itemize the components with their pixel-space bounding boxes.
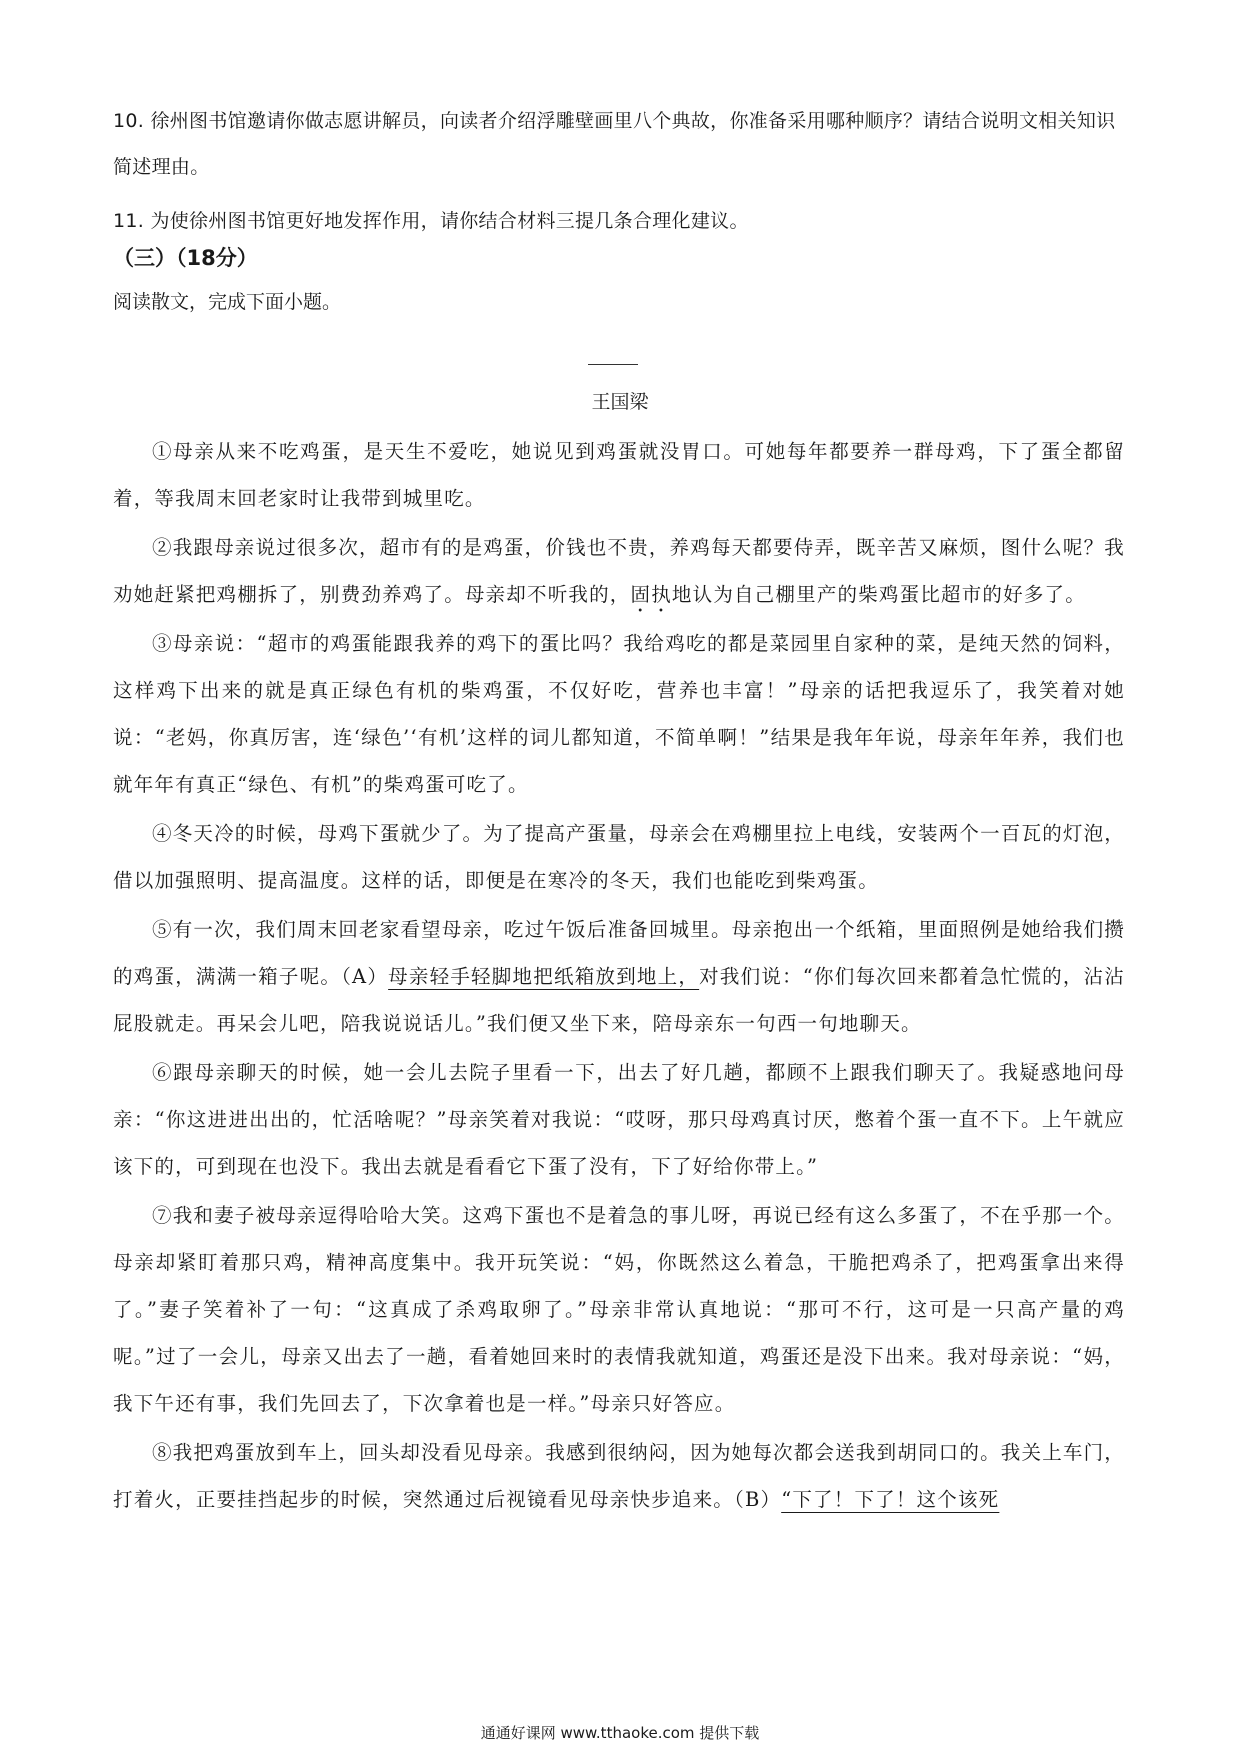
- question-10: 10. 徐州图书馆邀请你做志愿讲解员，向读者介绍浮雕壁画里八个典故，你准备采用哪种顺序？请结合说明文相关知识简述理由。: [113, 110, 1116, 178]
- section-instruction: 阅读散文，完成下面小题。: [113, 291, 342, 313]
- essay-author: 王国梁: [591, 391, 649, 413]
- paragraph-5-text-a: ⑤有一次，我们周末回老家看望母亲，吃过午饭后准备回城里。母亲抱出一个纸箱，里面照例是她给我们攒的鸡蛋，满满一箱子呢。（A）: [113, 918, 1125, 988]
- underlined-sentence-a: 母亲轻手轻脚地把纸箱放到地上，: [388, 965, 700, 988]
- paragraph-7: ⑦我和妻子被母亲逗得哈哈大笑。这鸡下蛋也不是着急的事儿呀，再说已经有这么多蛋了，不在乎那一个。母亲却紧盯着那只鸡，精神高度集中。我开玩笑说：“妈，你既然这么着急，干脆把鸡杀了，把鸡蛋拿出来得了。”妻子笑着补了一句：“这真成了杀鸡取卵了。”母亲非常认真地说：“那可不行，这可是一只高产量的鸡呢。”过了一会儿，母亲又出去了一趟，看着她回来时的表情我就知道，鸡蛋还是没下出来。我对母亲说：“妈，我下午还有事，我们先回去了，下次拿着也是一样。”母亲只好答应。: [113, 1204, 1125, 1415]
- paragraph-2-text-a: ②我跟母亲说过很多次，超市有的是鸡蛋，价钱也不贵，养鸡每天都要侍弄，既辛苦又麻烦，图什么呢？我劝她赶紧把鸡棚拆了，别费劲养鸡了。母亲却不听我的，: [113, 536, 1125, 606]
- section-heading: （三）（18分）: [113, 246, 258, 270]
- paragraph-8: [113, 1429, 1125, 1523]
- underlined-sentence-b: “下了！下了！这个该死: [781, 1488, 1000, 1511]
- question-11: 11. 为使徐州图书馆更好地发挥作用，请你结合材料三提几条合理化建议。: [113, 210, 749, 232]
- emphasized-word: 固执: [630, 583, 672, 606]
- paragraph-4: ④冬天冷的时候，母鸡下蛋就少了。为了提高产蛋量，母亲会在鸡棚里拉上电线，安装两个一百瓦的灯泡，借以加强照明、提高温度。这样的话，即便是在寒冷的冬天，我们也能吃到柴鸡蛋。: [113, 822, 1125, 892]
- essay-body: [113, 428, 1125, 1525]
- paragraph-6: ⑥跟母亲聊天的时候，她一会儿去院子里看一下，出去了好几趟，都顾不上跟我们聊天了。我疑惑地问母亲：“你这进进出出的，忙活啥呢？”母亲笑着对我说：“哎呀，那只母鸡真讨厌，憋着个蛋一直不下。上午就应该下的，可到现在也没下。我出去就是看看它下蛋了没有，下了好给你带上。”: [113, 1061, 1125, 1178]
- paragraph-5-text-b: 对我们说：“你们每次回来都着急忙慌的，沾沾屁股就走。再呆会儿吧，陪我说说话儿。”我们便又坐下来，陪母亲东一句西一句地聊天。: [113, 965, 1125, 1035]
- paragraph-3: ③母亲说：“超市的鸡蛋能跟我养的鸡下的蛋比吗？我给鸡吃的都是菜园里自家种的菜，是纯天然的饲料，这样鸡下出来的就是真正绿色有机的柴鸡蛋，不仅好吃，营养也丰富！”母亲的话把我逗乐了，我笑着对她说：“老妈，你真厉害，连‘绿色’‘有机’这样的词儿都知道，不简单啊！”结果是我年年说，母亲年年养，我们也就年年有真正“绿色、有机”的柴鸡蛋可吃了。: [113, 632, 1125, 796]
- paragraph-2-text-b: 地认为自己棚里产的柴鸡蛋比超市的好多了。: [671, 583, 1086, 606]
- page-footer: 通通好课网 www.tthaoke.com 提供下载: [480, 1724, 760, 1742]
- paragraph-1: ①母亲从来不吃鸡蛋，是天生不爱吃，她说见到鸡蛋就没胃口。可她每年都要养一群母鸡，下了蛋全都留着，等我周末回老家时让我带到城里吃。: [113, 440, 1125, 510]
- paragraph-2: [113, 524, 1125, 618]
- paragraph-5: [113, 906, 1125, 1047]
- paragraph-8-text-a: ⑧我把鸡蛋放到车上，回头却没看见母亲。我感到很纳闷，因为她每次都会送我到胡同口的。我关上车门，打着火，正要挂挡起步的时候，突然通过后视镜看见母亲快步追来。（B）: [113, 1441, 1125, 1511]
- title-blank-line: [588, 364, 638, 365]
